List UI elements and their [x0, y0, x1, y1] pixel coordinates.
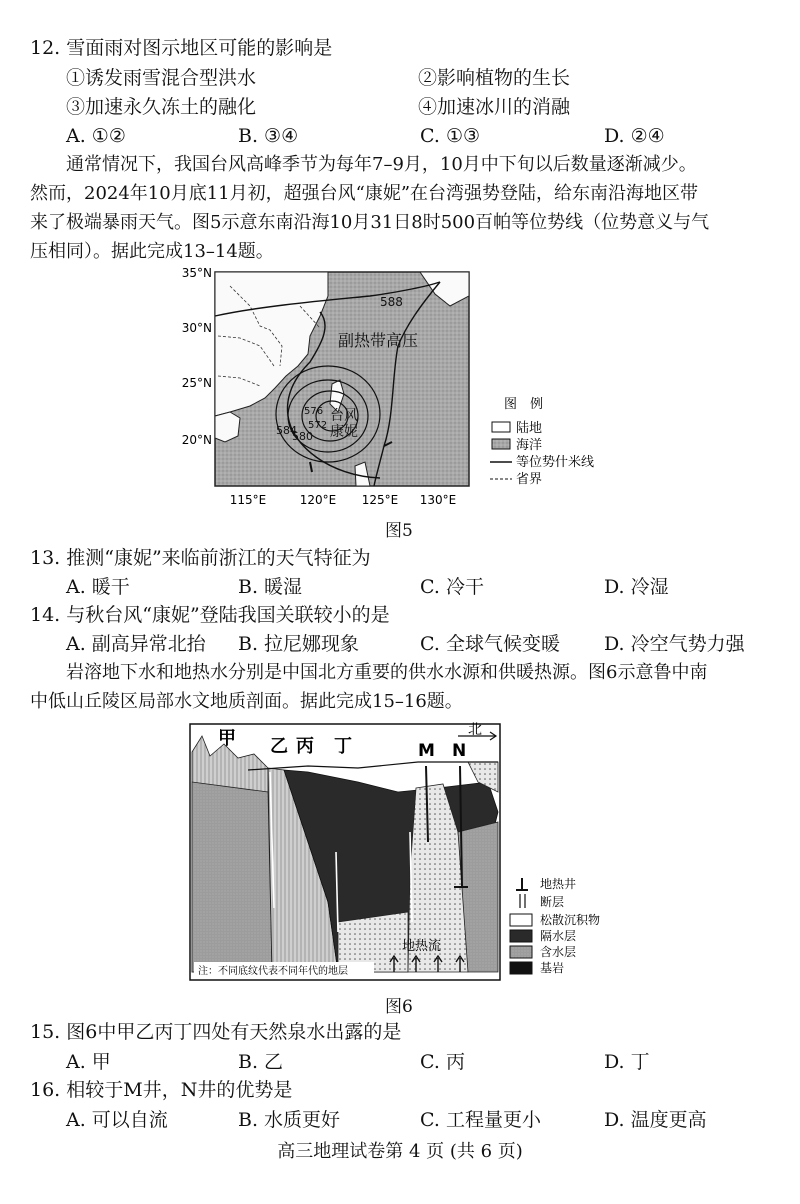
figure-5-map — [170, 266, 630, 512]
contour-label-576: 576 — [304, 406, 324, 417]
q15-option-b: B. 乙 — [238, 1051, 284, 1073]
q14-option-d: D. 冷空气势力强 — [604, 633, 745, 655]
legend-land: 陆地 — [516, 421, 543, 436]
q16-option-b: B. 水质更好 — [238, 1109, 341, 1131]
lon-label-115: 115°E — [229, 493, 267, 507]
legend-bedrock-swatch — [510, 962, 532, 974]
legend-border: 省界 — [516, 472, 543, 487]
lat-label-35: 35°N — [181, 266, 212, 280]
q16-stem: 16. 相较于M井，N井的优势是 — [30, 1079, 293, 1101]
subtropical-high-label: 副热带高压 — [338, 331, 419, 350]
q12-option-c: C. ①③ — [420, 125, 481, 147]
north-label: 北 — [468, 722, 482, 738]
label-jia: 甲 — [218, 728, 236, 749]
q14-stem: 14. 与秋台风“康妮”登陆我国关联较小的是 — [30, 604, 390, 626]
legend-loose: 松散沉积物 — [540, 913, 601, 927]
q14-option-b: B. 拉尼娜现象 — [238, 633, 360, 655]
figure-6-section — [188, 722, 618, 984]
typhoon-label-1: 台风 — [330, 408, 358, 424]
legend-sea-swatch — [492, 439, 510, 449]
q15-option-d: D. 丁 — [604, 1051, 650, 1073]
geothermal-flow-label: 地热流 — [402, 939, 442, 954]
passage1-line-2: 然而，2024年10月底11月初，超强台风“康妮”在台湾强势登陆，给东南沿海地区带 — [30, 183, 699, 204]
passage1-line-4: 压相同）。据此完成13–14题。 — [30, 241, 274, 262]
q15-option-a: A. 甲 — [66, 1051, 111, 1073]
legend-aquiclude: 隔水层 — [540, 929, 577, 943]
legend-bedrock: 基岩 — [540, 961, 565, 975]
q16-option-d: D. 温度更高 — [604, 1109, 707, 1131]
legend-aquiclude-swatch — [510, 930, 532, 942]
label-bing: 丙 — [296, 736, 314, 757]
figure-6-caption: 图6 — [385, 997, 413, 1017]
south-deep-layer — [192, 782, 272, 972]
label-yi: 乙 — [270, 736, 288, 757]
q13-stem: 13. 推测“康妮”来临前浙江的天气特征为 — [30, 547, 371, 569]
page-footer: 高三地理试卷第 4 页 (共 6 页) — [277, 1141, 523, 1162]
q15-option-c: C. 丙 — [420, 1051, 465, 1073]
q12-item-4: ④加速冰川的消融 — [418, 96, 571, 118]
q14-option-a: A. 副高异常北抬 — [66, 633, 206, 655]
q12-item-2: ②影响植物的生长 — [418, 67, 571, 89]
contour-label-580: 580 — [292, 430, 313, 443]
q15-stem: 15. 图6中甲乙丙丁四处有天然泉水出露的是 — [30, 1021, 402, 1043]
q12-item-3: ③加速永久冻土的融化 — [66, 96, 257, 118]
q12-option-d: D. ②④ — [604, 125, 665, 147]
contour-label-584: 584 — [276, 424, 297, 437]
lat-label-30: 30°N — [181, 321, 212, 335]
typhoon-label-2: 康妮 — [330, 424, 358, 440]
lon-label-130: 130°E — [419, 493, 457, 507]
q12-stem: 12. 雪面雨对图示地区可能的影响是 — [30, 37, 333, 59]
legend-loose-swatch — [510, 914, 532, 926]
legend-contour: 等位势什米线 — [516, 455, 595, 470]
figure-5-caption: 图5 — [385, 521, 413, 541]
fig5-legend-title: 图 例 — [504, 397, 544, 412]
passage1-line-1: 通常情况下，我国台风高峰季节为每年7–9月，10月中下旬以后数量逐渐减少。 — [66, 154, 697, 175]
passage2-line-1: 岩溶地下水和地热水分别是中国北方重要的供水水源和供暖热源。图6示意鲁中南 — [66, 662, 708, 683]
q14-option-c: C. 全球气候变暖 — [420, 633, 560, 655]
contour-label-588: 588 — [380, 295, 403, 309]
legend-aquifer-swatch — [510, 946, 532, 958]
q13-option-c: C. 冷干 — [420, 576, 484, 598]
legend-sea: 海洋 — [516, 438, 543, 453]
lat-label-20: 20°N — [181, 433, 212, 447]
passage1-line-3: 来了极端暴雨天气。图5示意东南沿海10月31日8时500百帕等位势线（位势意义与气 — [30, 212, 710, 233]
passage2-line-2: 中低山丘陵区局部水文地质剖面。据此完成15–16题。 — [30, 691, 463, 712]
q12-option-a: A. ①② — [66, 125, 126, 147]
label-ding: 丁 — [334, 736, 352, 757]
q16-option-a: A. 可以自流 — [66, 1109, 168, 1131]
q13-option-b: B. 暖湿 — [238, 576, 303, 598]
legend-aquifer: 含水层 — [540, 945, 577, 959]
legend-fault: 断层 — [540, 895, 565, 909]
q12-item-1: ①诱发雨雪混合型洪水 — [66, 67, 257, 89]
label-m: M — [418, 741, 435, 761]
figure-6-note: 注：不同底纹代表不同年代的地层 — [198, 966, 348, 977]
contour-label-572: 572 — [308, 420, 328, 431]
q12-option-b: B. ③④ — [238, 125, 299, 147]
lon-label-120: 120°E — [299, 493, 337, 507]
q16-option-c: C. 工程量更小 — [420, 1109, 541, 1131]
lat-label-25: 25°N — [181, 376, 212, 390]
legend-land-swatch — [492, 422, 510, 432]
lon-label-125: 125°E — [361, 493, 399, 507]
q13-option-d: D. 冷湿 — [604, 576, 669, 598]
label-n: N — [452, 741, 467, 761]
q13-option-a: A. 暖干 — [66, 576, 130, 598]
legend-well: 地热井 — [540, 877, 577, 891]
